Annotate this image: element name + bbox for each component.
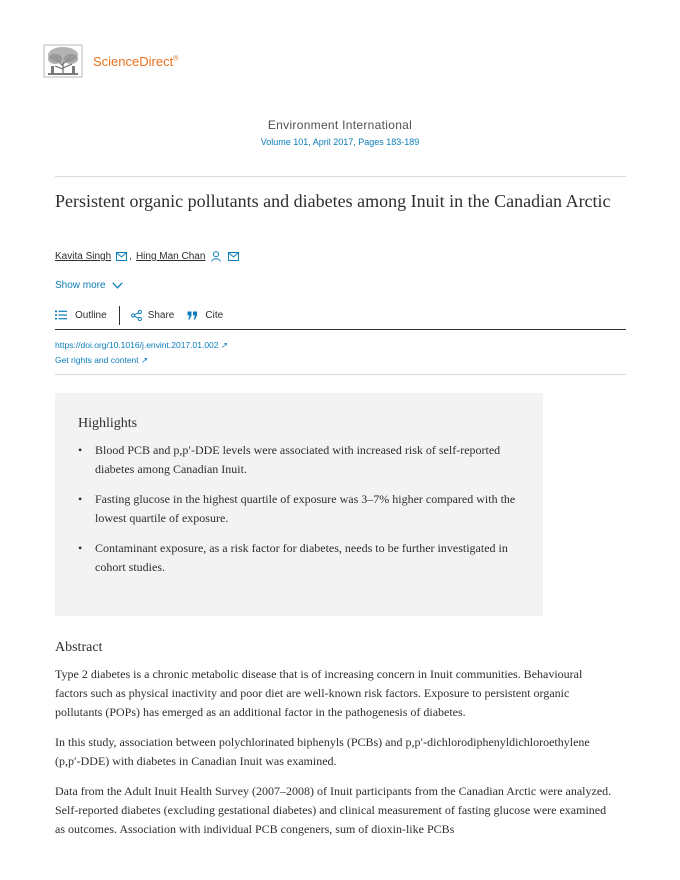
bullet-icon: • (78, 541, 83, 555)
highlight-item: • Fasting glucose in the highest quartile of exposure was 3–7% higher compared with the lowest quartile of exposure. (78, 492, 516, 525)
share-label: Share (147, 309, 175, 321)
author-list (55, 251, 239, 262)
email-icon[interactable] (228, 252, 239, 261)
doi-link[interactable]: https://doi.org/10.1016/j.envint.2017.01.002 ↗ (55, 340, 229, 350)
sciencedirect-wordmark: ScienceDirect® (93, 53, 179, 69)
header-divider (55, 176, 626, 177)
actions-divider (119, 306, 120, 325)
article-title: Persistent organic pollutants and diabetes among Inuit in the Canadian Arctic (55, 191, 611, 211)
cite-button[interactable] (187, 310, 223, 321)
show-more-label: Show more (55, 280, 106, 291)
cite-label: Cite (205, 309, 224, 321)
author-name-link[interactable]: Hing Man Chan (135, 251, 206, 262)
highlight-item: • Blood PCB and p,p′-DDE levels were associated with increased risk of self-reported diabetes among Canadian Inuit. (78, 443, 501, 476)
journal-header (0, 118, 680, 147)
author-separator: , (129, 251, 132, 262)
external-link-icon: ↗ (141, 355, 149, 365)
bullet-icon: • (78, 492, 83, 506)
list-icon (55, 310, 67, 320)
quote-icon (187, 311, 198, 320)
abstract-paragraph: Type 2 diabetes is a chronic metabolic disease that is of increasing concern in Inuit communities. Behavioural factors such as physical inactivity and poor diet are well-known risk factors. Exposure to persistent organic pollutants (POPs) has emerged as an additional factor in the pathogenesis of diabetes. (55, 667, 583, 719)
abstract-paragraph: In this study, association between polychlorinated biphenyls (PCBs) and p,p′-dichlorodiphenyldichloroethylene (p,p′-DDE) with diabetes in Canadian Inuit was examined. (55, 735, 590, 768)
person-icon[interactable] (211, 251, 221, 262)
journal-volume-link[interactable]: Volume 101, April 2017, Pages 183-189 (260, 137, 420, 147)
author-name-link[interactable]: Kavita Singh (55, 251, 112, 262)
journal-name-link[interactable]: Environment International (267, 118, 413, 132)
external-link-icon: ↗ (220, 340, 229, 350)
bullet-icon: • (78, 443, 83, 457)
article-links (55, 338, 228, 368)
elsevier-tree-icon (43, 44, 83, 78)
highlights-panel (55, 393, 543, 616)
article-actions-bar (55, 305, 223, 325)
links-divider (55, 374, 626, 375)
abstract-paragraph: Data from the Adult Inuit Health Survey (2007–2008) of Inuit participants from the Canadian Arctic were analyzed. Self-reported diabetes (excluding gestational diabetes) and clinical measurement of fasting glucose were examined as outcomes. Association with individual PCB congeners, sum of dioxin-like PCBs (55, 784, 612, 836)
share-icon (131, 310, 142, 321)
email-icon[interactable] (116, 252, 127, 261)
share-button[interactable] (131, 310, 175, 321)
highlight-item: • Contaminant exposure, as a risk factor for diabetes, needs to be further investigated in cohort studies. (78, 541, 508, 574)
outline-label: Outline (75, 309, 107, 321)
sciencedirect-logo[interactable] (43, 44, 178, 78)
chevron-down-icon (112, 282, 123, 289)
outline-button[interactable] (55, 310, 107, 321)
actions-divider-line (55, 329, 626, 330)
highlights-heading: Highlights (78, 416, 138, 431)
rights-link[interactable]: Get rights and content ↗ (55, 355, 149, 365)
show-more-toggle[interactable] (55, 280, 123, 291)
abstract-heading: Abstract (55, 640, 103, 655)
